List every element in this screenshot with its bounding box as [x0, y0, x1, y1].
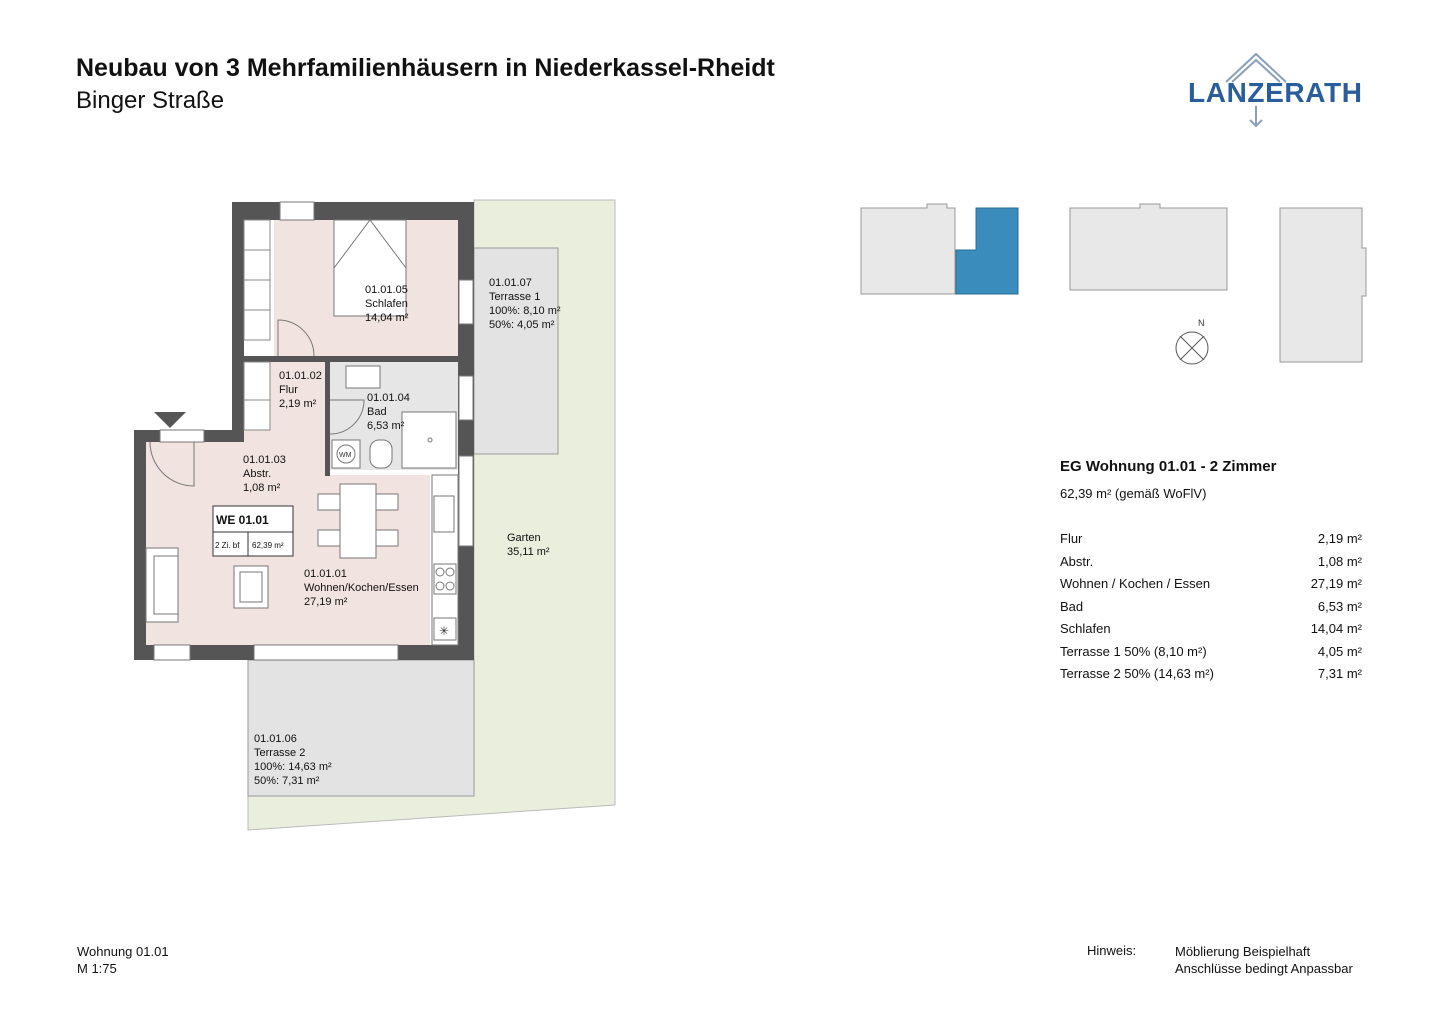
building-3 [1280, 208, 1366, 362]
svg-text:01.01.01: 01.01.01 [304, 568, 347, 580]
building-1 [861, 204, 955, 294]
page-title: Neubau von 3 Mehrfamilienhäusern in Niederkassel-Rheidt [76, 54, 775, 82]
svg-text:1,08 m²: 1,08 m² [243, 482, 281, 494]
svg-text:Terrasse 2: Terrasse 2 [254, 747, 306, 759]
area-value: 1,08 m² [1317, 553, 1362, 569]
area-value: 7,31 m² [1317, 666, 1362, 681]
area-value: 27,19 m² [1310, 576, 1362, 591]
svg-text:100%: 8,10 m²: 100%: 8,10 m² [489, 305, 561, 317]
svg-text:50%: 4,05 m²: 50%: 4,05 m² [489, 319, 555, 331]
kitchen-counter [432, 475, 458, 645]
area-row [1060, 598, 1362, 621]
area-label: Abstr. [1060, 553, 1094, 569]
armchair [234, 566, 268, 608]
svg-text:01.01.04: 01.01.04 [367, 392, 410, 404]
svg-text:Schlafen: Schlafen [365, 298, 408, 310]
area-table [1060, 530, 1362, 688]
area-label: Bad [1060, 598, 1084, 614]
footer-unit-info [77, 943, 169, 977]
area-value: 2,19 m² [1317, 531, 1362, 546]
area-row [1060, 643, 1362, 666]
freezer-icon: ✳ [439, 624, 450, 638]
site-plan [855, 198, 1375, 368]
compass-icon [1176, 332, 1208, 364]
building-2 [1070, 204, 1227, 290]
svg-text:50%: 7,31 m²: 50%: 7,31 m² [254, 775, 320, 787]
area-row [1060, 553, 1362, 576]
area-value: 4,05 m² [1317, 643, 1362, 659]
page-subtitle: Binger Straße [76, 87, 225, 114]
area-label: Flur [1060, 531, 1083, 546]
unit-total-area: 62,39 m² (gemäß WoFlV) [1060, 486, 1207, 501]
hint-label: Hinweis: [1087, 943, 1137, 958]
area-row [1060, 665, 1362, 688]
svg-text:100%: 14,63 m²: 100%: 14,63 m² [254, 761, 332, 773]
area-label: Schlafen [1060, 621, 1111, 636]
area-value: 14,04 m² [1310, 621, 1362, 636]
unit-highlight [956, 208, 1018, 294]
hint-text [1175, 943, 1353, 977]
svg-text:01.01.05: 01.01.05 [365, 284, 408, 296]
svg-text:Garten: Garten [507, 532, 541, 544]
unit-box-area: 62,39 m² [252, 541, 284, 550]
compass-north-label: N [1198, 318, 1205, 328]
area-label: Wohnen / Kochen / Essen [1060, 576, 1211, 591]
svg-text:01.01.03: 01.01.03 [243, 454, 286, 466]
logo-text: LANZERATH [1188, 77, 1362, 108]
unit-box-rooms: 2 Zi. bf [215, 541, 240, 550]
hint-furniture: Möblierung Beispielhaft [1175, 944, 1311, 959]
label-schlafen [365, 284, 409, 324]
svg-text:35,11 m²: 35,11 m² [507, 546, 550, 558]
hint-connections: Anschlüsse bedingt Anpassbar [1175, 961, 1353, 976]
unit-title: EG Wohnung 01.01 - 2 Zimmer [1060, 458, 1277, 475]
entrance-arrow-icon [154, 412, 186, 428]
svg-text:01.01.06: 01.01.06 [254, 733, 297, 745]
svg-text:Wohnen/Kochen/Essen: Wohnen/Kochen/Essen [304, 582, 419, 594]
svg-text:Terrasse 1: Terrasse 1 [489, 291, 541, 303]
storage-shelves [244, 220, 270, 430]
area-label: Terrasse 2 50% (14,63 m²) [1060, 666, 1214, 681]
svg-text:6,53 m²: 6,53 m² [367, 420, 405, 432]
floor-plan [120, 190, 640, 840]
area-row [1060, 530, 1362, 553]
area-value: 6,53 m² [1317, 598, 1362, 614]
lanzerath-logo [1180, 48, 1370, 130]
footer-unit: Wohnung 01.01 [77, 944, 169, 959]
svg-text:Flur: Flur [279, 384, 298, 396]
svg-text:01.01.07: 01.01.07 [489, 277, 532, 289]
svg-text:Abstr.: Abstr. [243, 468, 272, 480]
svg-text:27,19 m²: 27,19 m² [304, 596, 348, 608]
footer-scale: M 1:75 [77, 961, 117, 976]
svg-text:01.01.02: 01.01.02 [279, 370, 322, 382]
sofa [146, 548, 178, 622]
area-row [1060, 575, 1362, 598]
area-label: Terrasse 1 50% (8,10 m²) [1060, 643, 1207, 659]
svg-text:14,04 m²: 14,04 m² [365, 312, 409, 324]
svg-text:2,19 m²: 2,19 m² [279, 398, 317, 410]
unit-box-name: WE 01.01 [216, 513, 269, 527]
svg-text:Bad: Bad [367, 406, 387, 418]
area-row [1060, 620, 1362, 643]
washing-machine-label: WM [339, 452, 352, 459]
